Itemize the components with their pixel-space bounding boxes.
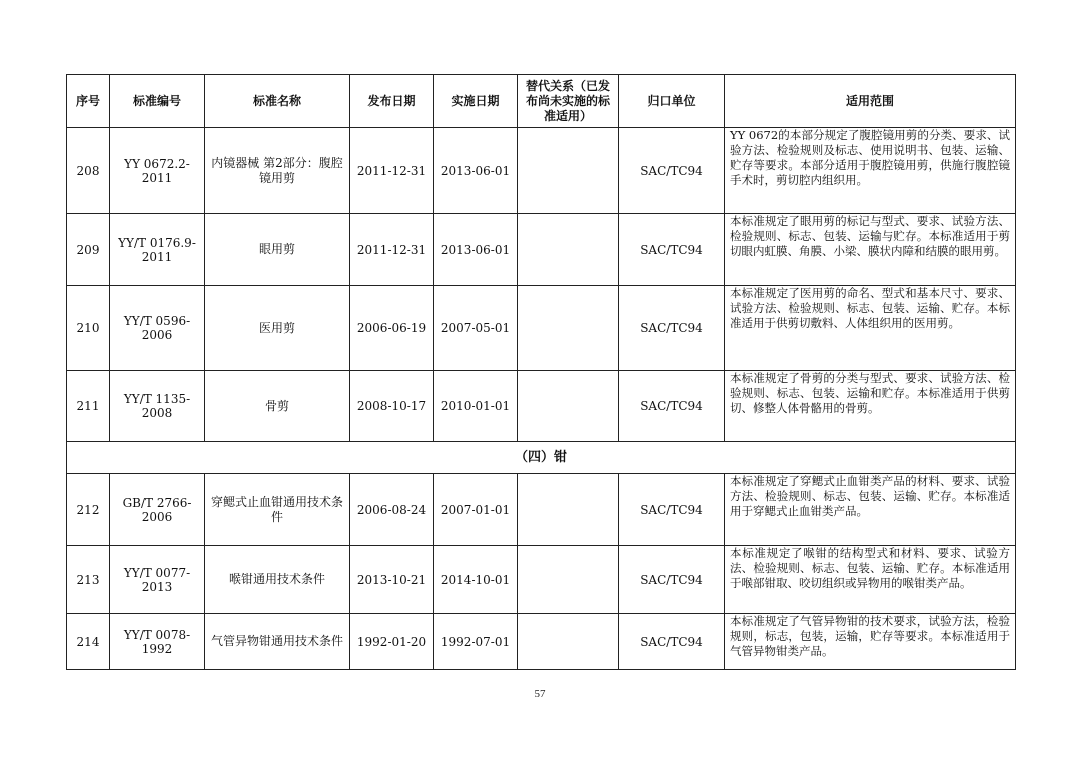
cell-effective: 2013-06-01 [434, 214, 518, 286]
table-row [67, 128, 1016, 214]
cell-dept: SAC/TC94 [619, 546, 725, 614]
cell-seq: 208 [67, 128, 110, 214]
table-row [67, 214, 1016, 286]
cell-name: 穿鳃式止血钳通用技术条件 [205, 474, 350, 546]
cell-name: 内镜器械 第2部分：腹腔镜用剪 [205, 128, 350, 214]
header-dept: 归口单位 [619, 75, 725, 128]
cell-effective: 2013-06-01 [434, 128, 518, 214]
cell-seq: 210 [67, 286, 110, 371]
cell-published: 2011-12-31 [350, 128, 434, 214]
cell-dept: SAC/TC94 [619, 474, 725, 546]
cell-effective: 2010-01-01 [434, 371, 518, 442]
cell-name: 医用剪 [205, 286, 350, 371]
table-row [67, 371, 1016, 442]
table-header-row [67, 75, 1016, 128]
cell-scope: 本标准规定了眼用剪的标记与型式、要求、试验方法、检验规则、标志、包装、运输与贮存。本标准适用于剪切眼内虹膜、角膜、小梁、膜状内障和结膜的眼用剪。 [725, 214, 1016, 286]
page-number: 57 [534, 688, 546, 700]
cell-seq: 211 [67, 371, 110, 442]
cell-dept: SAC/TC94 [619, 214, 725, 286]
cell-code: YY 0672.2-2011 [110, 128, 205, 214]
cell-replace [518, 214, 619, 286]
cell-code: YY/T 0176.9-2011 [110, 214, 205, 286]
section-row [67, 442, 1016, 474]
cell-replace [518, 128, 619, 214]
cell-scope: YY 0672的本部分规定了腹腔镜用剪的分类、要求、试验方法、检验规则及标志、使用说明书、包装、运输、贮存等要求。本部分适用于腹腔镜用剪，供施行腹腔镜手术时，剪切腔内组织用。 [725, 128, 1016, 214]
cell-replace [518, 546, 619, 614]
cell-replace [518, 614, 619, 670]
cell-dept: SAC/TC94 [619, 371, 725, 442]
header-name: 标准名称 [205, 75, 350, 128]
cell-dept: SAC/TC94 [619, 614, 725, 670]
cell-scope: 本标准规定了喉钳的结构型式和材料、要求、试验方法、检验规则、标志、包装、运输、贮存。本标准适用于喉部钳取、咬切组织或异物用的喉钳类产品。 [725, 546, 1016, 614]
cell-replace [518, 371, 619, 442]
header-seq: 序号 [67, 75, 110, 128]
cell-name: 喉钳通用技术条件 [205, 546, 350, 614]
standards-table [66, 74, 1016, 670]
cell-replace [518, 286, 619, 371]
cell-name: 气管异物钳通用技术条件 [205, 614, 350, 670]
cell-code: YY/T 0077-2013 [110, 546, 205, 614]
cell-seq: 213 [67, 546, 110, 614]
cell-published: 2006-08-24 [350, 474, 434, 546]
header-effective: 实施日期 [434, 75, 518, 128]
cell-dept: SAC/TC94 [619, 286, 725, 371]
cell-code: YY/T 0596-2006 [110, 286, 205, 371]
cell-published: 1992-01-20 [350, 614, 434, 670]
cell-seq: 212 [67, 474, 110, 546]
cell-dept: SAC/TC94 [619, 128, 725, 214]
cell-effective: 2007-05-01 [434, 286, 518, 371]
cell-published: 2008-10-17 [350, 371, 434, 442]
cell-seq: 209 [67, 214, 110, 286]
table-body-forceps [67, 474, 1016, 670]
cell-code: YY/T 0078-1992 [110, 614, 205, 670]
cell-name: 骨剪 [205, 371, 350, 442]
cell-code: YY/T 1135-2008 [110, 371, 205, 442]
cell-scope: 本标准规定了穿鳃式止血钳类产品的材料、要求、试验方法、检验规则、标志、包装、运输、贮存。本标准适用于穿鳃式止血钳类产品。 [725, 474, 1016, 546]
section-row-group [67, 442, 1016, 474]
cell-code: GB/T 2766-2006 [110, 474, 205, 546]
header-replace: 替代关系（已发布尚未实施的标准适用） [518, 75, 619, 128]
table-body-scissors [67, 128, 1016, 442]
table-row [67, 286, 1016, 371]
header-published: 发布日期 [350, 75, 434, 128]
cell-scope: 本标准规定了骨剪的分类与型式、要求、试验方法、检验规则、标志、包装、运输和贮存。本标准适用于供剪切、修整人体骨骼用的骨剪。 [725, 371, 1016, 442]
cell-scope: 本标准规定了医用剪的命名、型式和基本尺寸、要求、试验方法、检验规则、标志、包装、运输、贮存。本标准适用于供剪切敷料、人体组织用的医用剪。 [725, 286, 1016, 371]
header-code: 标准编号 [110, 75, 205, 128]
cell-name: 眼用剪 [205, 214, 350, 286]
cell-seq: 214 [67, 614, 110, 670]
cell-published: 2006-06-19 [350, 286, 434, 371]
cell-published: 2013-10-21 [350, 546, 434, 614]
table-row [67, 474, 1016, 546]
cell-published: 2011-12-31 [350, 214, 434, 286]
cell-effective: 1992-07-01 [434, 614, 518, 670]
cell-replace [518, 474, 619, 546]
table-row [67, 546, 1016, 614]
table-row [67, 614, 1016, 670]
header-scope: 适用范围 [725, 75, 1016, 128]
cell-scope: 本标准规定了气管异物钳的技术要求，试验方法，检验规则，标志，包装，运输，贮存等要求。本标准适用于气管异物钳类产品。 [725, 614, 1016, 670]
cell-effective: 2014-10-01 [434, 546, 518, 614]
cell-effective: 2007-01-01 [434, 474, 518, 546]
section-title: （四）钳 [67, 442, 1016, 474]
